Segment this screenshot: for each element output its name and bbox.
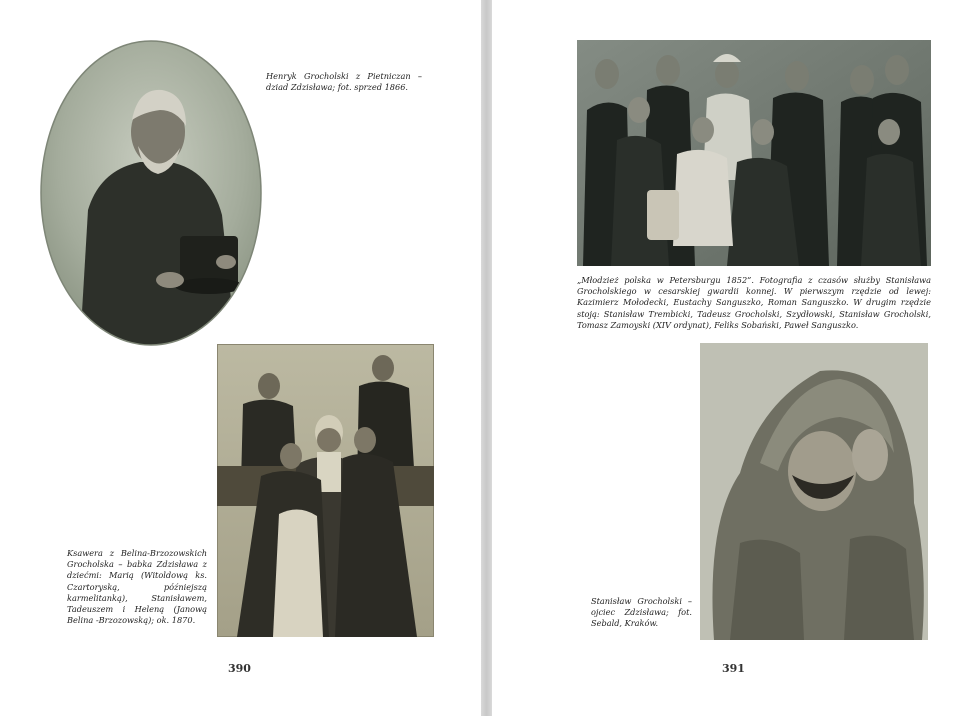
page-number-left: 390 [228, 662, 251, 675]
page-number-right: 391 [722, 662, 745, 675]
left-page [0, 0, 481, 716]
henryk-grocholski-oval-photo [40, 40, 262, 346]
book-gutter [481, 0, 492, 716]
caption-stanislaw-grocholski: Stanisław Grocholski – ojciec Zdzisława; fot. Sebald, Kraków. [591, 596, 692, 629]
stanislaw-grocholski-photo [700, 343, 928, 640]
caption-petersburg-1852: „Młodzież polska w Petersburgu 1852”. Fotografia z czasów służby Stanisława Grocholskiego w cesarskiej gwardii konnej. W pierwszym rzędzie od lewej: Kazimierz Mołodecki, Eustachy Sanguszko, Roman Sanguszko. W drugim rzędzie stoją: Stanisław Trembicki, Tadeusz Grocholski, Szydłowski, Stanisław Grocholski, Tomasz Zamoyski (XIV ordynat), Feliks Sobański, Paweł Sanguszko. [577, 275, 931, 330]
henryk-portrait-image [40, 40, 262, 346]
caption-ksawera-grocholska: Ksawera z Belina-Brzozowskich Grocholska – babka Zdzisława z dziećmi: Marią (Witoldową ks. Czartoryską, późniejszą karmelitanką), Stanisławem, Tadeuszem i Heleną (Janową Belina -Brzozowską); ok. 1870. [67, 548, 207, 626]
ksawera-family-image [217, 344, 434, 637]
stanislaw-portrait-image [700, 343, 928, 640]
ksawera-family-photo [217, 344, 434, 637]
petersburg-group-image [577, 40, 931, 266]
caption-henryk-grocholski: Henryk Grocholski z Pietniczan – dziad Zdzisława; fot. sprzed 1866. [266, 71, 422, 93]
right-page [492, 0, 973, 716]
petersburg-1852-group-photo [577, 40, 931, 266]
